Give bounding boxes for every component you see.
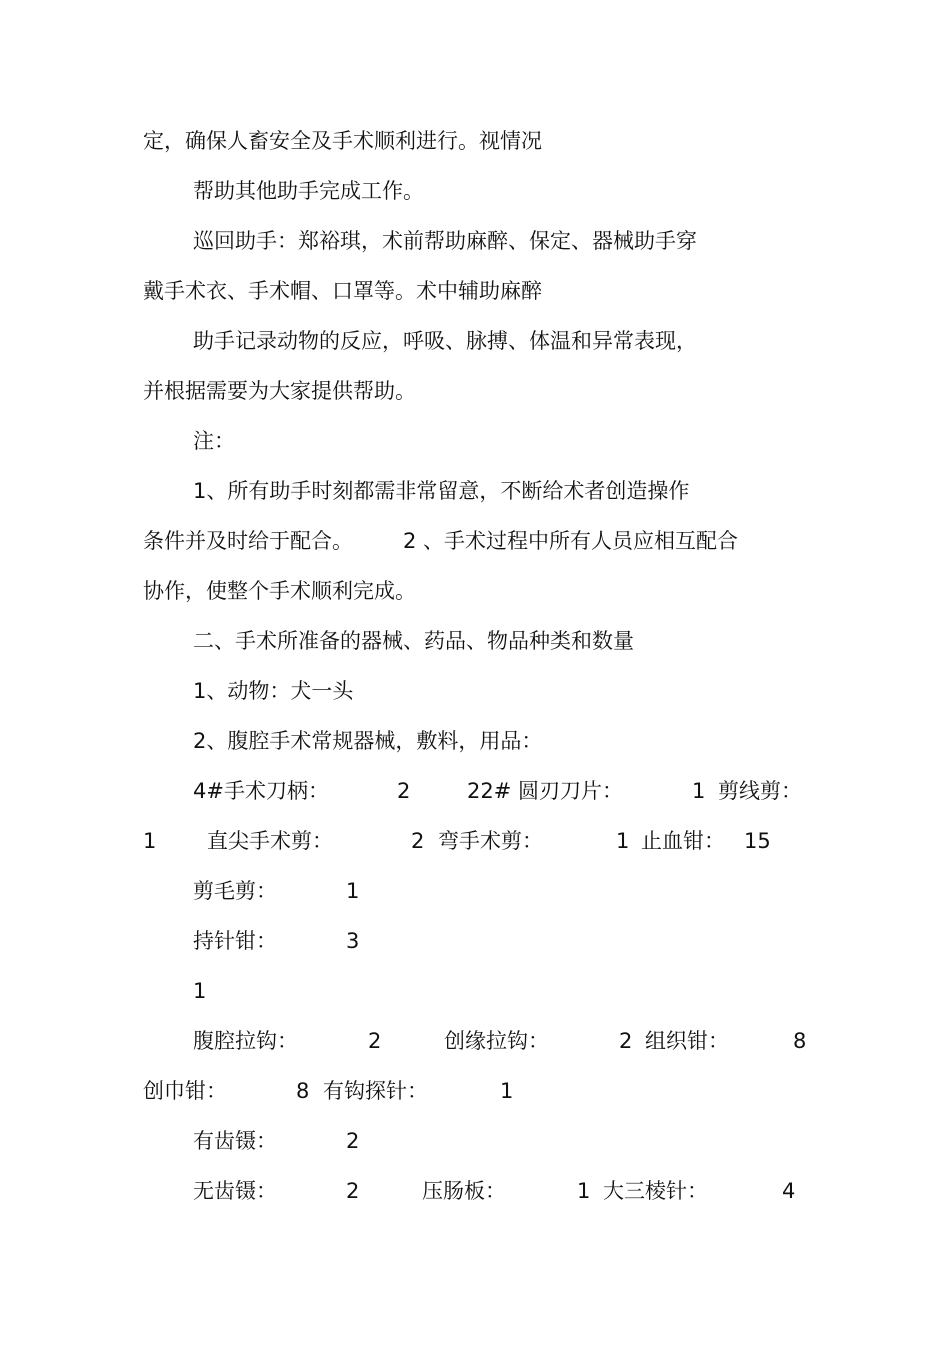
section-heading: 二、手术所准备的器械、药品、物品种类和数量: [193, 629, 634, 653]
instrument-qty: 8: [296, 1079, 310, 1103]
instrument-name: 止血钳：: [641, 829, 725, 853]
instrument-name: 弯手术剪：: [438, 829, 543, 853]
instrument-row: [0, 877, 950, 905]
instrument-row: [0, 1127, 950, 1155]
note-item: 1、所有助手时刻都需非常留意，不断给术者创造操作: [193, 479, 690, 503]
instrument-qty: 1: [193, 979, 207, 1003]
instrument-row: [0, 1177, 950, 1205]
instrument-name: 创缘拉钩：: [444, 1029, 549, 1053]
instrument-row: [0, 1077, 950, 1105]
instrument-qty: 1: [692, 779, 706, 803]
instrument-name: 22# 圆刃刀片：: [467, 779, 623, 803]
instrument-name: 大三棱针：: [603, 1179, 708, 1203]
instrument-qty: 2: [368, 1029, 382, 1053]
note-item: 2 、手术过程中所有人员应相互配合: [403, 529, 739, 553]
instrument-row: [0, 977, 950, 1005]
note-item: 协作，使整个手术顺利完成。: [143, 579, 416, 603]
instrument-name: 持针钳：: [193, 929, 277, 953]
instrument-name: 有钩探针：: [323, 1079, 428, 1103]
instrument-qty: 1: [346, 879, 360, 903]
instrument-qty: 1: [616, 829, 630, 853]
instrument-qty: 3: [346, 929, 360, 953]
instrument-name: 组织钳：: [645, 1029, 729, 1053]
instrument-qty: 2: [411, 829, 425, 853]
note-item: 条件并及时给于配合。: [143, 529, 353, 553]
instrument-name: 4#手术刀柄：: [193, 779, 329, 803]
paragraph-line: 帮助其他助手完成工作。: [193, 179, 424, 203]
instrument-row: [0, 827, 950, 855]
instrument-name: 剪毛剪：: [193, 879, 277, 903]
instrument-qty: 2: [619, 1029, 633, 1053]
list-item: 1、动物：犬一头: [193, 679, 354, 703]
paragraph-line: 并根据需要为大家提供帮助。: [143, 379, 416, 403]
instrument-qty: 2: [346, 1179, 360, 1203]
instrument-row: [0, 777, 950, 805]
paragraph-line: 助手记录动物的反应，呼吸、脉搏、体温和异常表现，: [193, 329, 697, 353]
instrument-name: 无齿镊：: [193, 1179, 277, 1203]
list-item: 2、腹腔手术常规器械，敷料，用品：: [193, 729, 543, 753]
instrument-name: 腹腔拉钩：: [193, 1029, 298, 1053]
instrument-name: 有齿镊：: [193, 1129, 277, 1153]
paragraph-line: 定，确保人畜安全及手术顺利进行。视情况: [143, 129, 542, 153]
note-row: [0, 527, 950, 555]
instrument-name: 直尖手术剪：: [207, 829, 333, 853]
instrument-qty: 2: [346, 1129, 360, 1153]
instrument-qty: 8: [793, 1029, 807, 1053]
instrument-name: 压肠板：: [422, 1179, 506, 1203]
note-heading: 注：: [193, 429, 235, 453]
instrument-qty: 1: [143, 829, 157, 853]
paragraph-line: 巡回助手：郑裕琪，术前帮助麻醉、保定、器械助手穿: [193, 229, 697, 253]
instrument-row: [0, 1027, 950, 1055]
instrument-name: 创巾钳：: [143, 1079, 227, 1103]
instrument-qty: 4: [782, 1179, 796, 1203]
instrument-row: [0, 927, 950, 955]
instrument-qty: 1: [577, 1179, 591, 1203]
instrument-qty: 1: [500, 1079, 514, 1103]
instrument-qty: 15: [744, 829, 771, 853]
instrument-name: 剪线剪：: [718, 779, 802, 803]
instrument-qty: 2: [397, 779, 411, 803]
paragraph-line: 戴手术衣、手术帽、口罩等。术中辅助麻醉: [143, 279, 542, 303]
